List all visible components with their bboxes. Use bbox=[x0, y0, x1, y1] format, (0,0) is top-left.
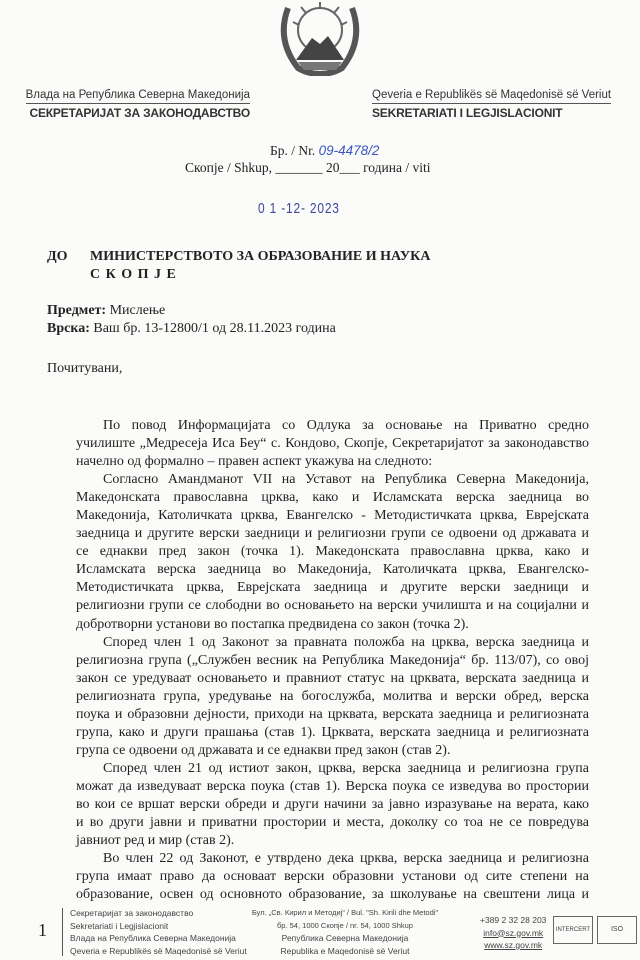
paragraph-line: можат да изведуваат верска поука (став 1). Верска поука се изведува во простории bbox=[76, 778, 589, 794]
paragraph-line: и во други јавни и приватни простории и места, доколку со тоа не се повредува bbox=[76, 815, 589, 831]
secretariat-name-sq: SEKRETARIATI I LEGJISLACIONIT bbox=[372, 106, 563, 120]
paragraph-line: Македонската православна црква, како и Исламската верска заедница во bbox=[76, 490, 589, 506]
paragraph-line: Според член 1 од Законот за правната положба на црква, верска заедница и bbox=[103, 634, 589, 650]
footer-line: Република Северна Македонија bbox=[281, 933, 409, 943]
paragraph-line: група, како и други прашања (став 1). Црквата, верската заедница и религиозната bbox=[76, 724, 589, 740]
paragraph-line: добротворни установи во постапка предвидена со закон (точка 2). bbox=[76, 616, 469, 632]
coat-of-arms-logo bbox=[268, 0, 372, 76]
reference-value: Ваш бр. 13-12800/1 од 28.11.2023 година bbox=[89, 321, 336, 336]
date-stamp: 0 1 -12- 2023 bbox=[258, 200, 340, 217]
paragraph-line: се еднакви пред закон (точка 1). Македонската православна црква, како и bbox=[76, 544, 589, 560]
website-link[interactable]: www.sz.gov.mk bbox=[484, 940, 543, 950]
paragraph-line: група имаат право да основаат верски образовни установи од сите степени на bbox=[76, 869, 589, 885]
government-name-mk: Влада на Република Северна Македонија bbox=[26, 88, 250, 104]
subject-label: Предмет: bbox=[47, 303, 107, 318]
paragraph-line: училиште „Медресеја Иса Беу“ с. Кондово, Скопје, Секретаријатот за законодавство bbox=[76, 436, 589, 452]
subject-value: Мислење bbox=[106, 303, 166, 318]
secretariat-name-mk: СЕКРЕТАРИЈАТ ЗА ЗАКОНОДАВСТВО bbox=[29, 106, 250, 120]
paragraph-line: Според член 21 од истиот закон, црква, верска заедница и религиозна група bbox=[103, 760, 589, 776]
footer-line: Sekretariati i Legjislacionit bbox=[70, 920, 169, 931]
paragraph-line: религиозната група, уредување на богослужба, молитва и верски обред, верска bbox=[76, 688, 589, 704]
to-label: ДО bbox=[47, 249, 68, 264]
paragraph-line: Македонија, Католичката црква, Евангелско - Методистичката црква, Еврејската bbox=[76, 508, 589, 524]
paragraph-line: закон се уредуваат основањето и правниот статус на црквата, верската заедница и bbox=[76, 670, 589, 686]
greeting: Почитувани, bbox=[47, 361, 123, 376]
footer-divider bbox=[62, 908, 63, 956]
government-name-sq: Qeveria e Republikës së Maqedonisë së Veriut bbox=[372, 88, 611, 104]
footer-line: Влада на Република Северна Македонија bbox=[70, 933, 236, 943]
subject-line bbox=[47, 303, 165, 319]
footer-line: Секретаријат за законодавство bbox=[70, 908, 194, 918]
footer-line: Qeveria e Republikës së Maqedonisë së Veriut bbox=[70, 945, 247, 956]
header-right bbox=[372, 86, 632, 122]
email-link[interactable]: info@sz.gov.mk bbox=[483, 927, 544, 938]
paragraph-line: заедница и другите верски заедници и религиозни групи се одвоени од државата и bbox=[76, 526, 589, 542]
paragraph-line: По повод Информацијата со Одлука за основање на Приватно средно bbox=[103, 418, 589, 433]
paragraph-line: религиозни групи се слободни во основањето на верски училишта и на социјални и bbox=[76, 598, 589, 614]
page-number: 1 bbox=[38, 920, 47, 940]
footer-address bbox=[240, 907, 450, 957]
letter-body bbox=[76, 417, 589, 904]
footer-line: бр. 54, 1000 Скопје / nr. 54, 1000 Shkup bbox=[277, 920, 413, 930]
iso-badge: ISO bbox=[597, 916, 637, 944]
paragraph-line: образование, освен од основното образование, за школување на свештени лица и bbox=[76, 887, 589, 903]
addressee-name: МИНИСТЕРСТВОТО ЗА ОБРАЗОВАНИЕ И НАУКА bbox=[90, 249, 431, 264]
certification-badges bbox=[553, 916, 637, 944]
paragraph-line: религиозна група („Службен весник на Република Македонија“ бр. 113/07), со овој bbox=[76, 652, 589, 668]
paragraph-line: во кои се вршат верски обреди и други начини за јавно изразување на верата, како bbox=[76, 796, 589, 812]
paragraph-line: Исламската верска заедница во Македонија, Католичката црква, Евангелско- bbox=[76, 562, 589, 578]
reference-label: Врска: bbox=[47, 321, 90, 336]
paragraph-line: начелно од формално – правен аспект укажува на следното: bbox=[76, 454, 433, 470]
phone-number: +389 2 32 28 203 bbox=[480, 915, 547, 925]
reference-number bbox=[270, 143, 379, 159]
paragraph-line: група се одвоени од државата и се еднакви пред закон (став 2). bbox=[76, 742, 451, 758]
paragraph-line: Методистичката црква, Еврејската заедница и другите верски заедници и bbox=[76, 580, 589, 596]
addressee-city: С К О П Ј Е bbox=[90, 267, 177, 282]
intercert-badge: INTERCERT bbox=[553, 916, 593, 944]
paragraph-line: јавниот ред и мир (став 2). bbox=[76, 833, 235, 849]
footer-line: Republika e Maqedonisë së Veriut bbox=[280, 945, 410, 956]
place-date-line: Скопје / Shkup, _______ 20___ година / viti bbox=[185, 160, 431, 175]
number-label: Бр. / Nr. bbox=[270, 143, 316, 158]
footer-line: Бул. „Св. Кирил и Методиј“ / Bul. "Sh. Kirili dhe Metodi" bbox=[251, 908, 439, 917]
number-value: 09-4478/2 bbox=[318, 143, 380, 158]
footer-contact bbox=[480, 914, 546, 952]
paragraph-line: Во член 22 од Законот, е утврдено дека црква, верска заедница и религиозна bbox=[103, 851, 589, 867]
paragraph-line: Согласно Амандманот VII на Уставот на Република Северна Македонија, bbox=[103, 472, 589, 488]
footer-organization bbox=[70, 907, 247, 957]
header-left bbox=[20, 86, 250, 122]
paragraph-line: поука и образовни дејности, приходи на црквата, верската заедница и религиозната bbox=[76, 706, 589, 722]
reference-line bbox=[47, 321, 336, 337]
